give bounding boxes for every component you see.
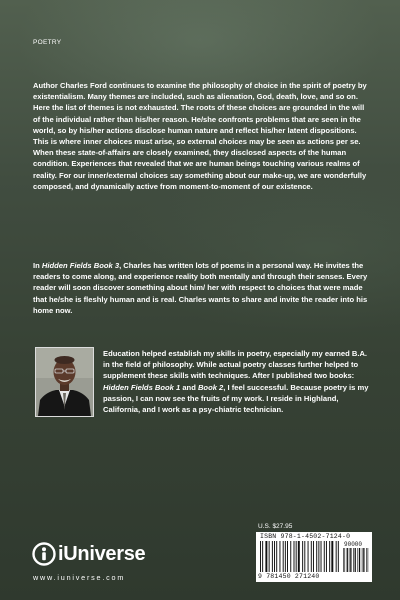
barcode-bar xyxy=(285,541,286,572)
barcode-number: 9 781450 271240 xyxy=(258,573,320,580)
barcode-bar xyxy=(265,541,267,572)
bio-text-2: , I feel successful. Because poetry is my passion, I can now see the fruits of my work. I reside in Highland, California, and I work as a psy-chiatric technician. xyxy=(103,382,369,415)
barcode-bar xyxy=(344,548,345,572)
barcode-bar xyxy=(290,541,291,572)
barcode-bar xyxy=(298,541,300,572)
barcode-bar xyxy=(283,541,284,572)
barcode-bar xyxy=(366,548,367,572)
barcode-bar xyxy=(260,541,261,572)
barcode-bar xyxy=(336,541,337,572)
bio-text-1: Education helped establish my skills in poetry, especially my earned B.A. in the field of philosophy. While actual poetry classes further helped to supplement these skills with techniques. After I published two books: xyxy=(103,349,368,381)
barcode-bar xyxy=(276,541,277,572)
price-label: U.S. $27.95 xyxy=(258,523,293,530)
bio-book-2: Book 2 xyxy=(197,382,224,392)
barcode-bar xyxy=(326,541,327,572)
author-photo xyxy=(35,347,94,417)
barcode-bar xyxy=(272,541,273,572)
paragraph-rest: , Charles has written lots of poems in a personal way. He invites the readers to come along, and experience reality both mentally and through their senses. Every reader will soon discover something about him/ her with respect to choices that were made that he/she is fleshly human and is real. Charles wants to share and invite the reader into his home now. xyxy=(33,261,368,315)
barcode-bar xyxy=(324,541,325,572)
barcode-bar xyxy=(331,541,333,572)
iuniverse-logo-icon xyxy=(32,542,56,566)
barcode-bar xyxy=(355,548,356,572)
barcode-bar xyxy=(343,548,344,572)
barcode-bar xyxy=(302,541,303,572)
barcode-bar xyxy=(313,541,314,572)
barcode-bar xyxy=(321,541,322,572)
bio-book-1: Hidden Fields Book 1 xyxy=(103,382,181,392)
description-paragraph-2 xyxy=(33,260,371,316)
description-paragraph-1: Author Charles Ford continues to examine the philosophy of choice in the spirit of poetry by existentialism. Many themes are included, such as alienation, God, death, love, and so on. Here the list of themes is not exhausted. The roots of these choices are grounded in the will of the individual rather than his/her reason. He/she confronts problems that are seen in the world, so by his/her actions disclose human nature and reflect his/her latent dispositions. This is where inner choices must arise, so external choices may be seen as actions per se. When these state-of-affairs are closely examined, they disclosed aspects of the human condition. Experiences that revealed that we are human beings touching various realms of reality. For our inner/external choices say something about our make-up, we are wonderfully composed, and dynamically active from moment-to-moment of our existence. xyxy=(33,81,367,191)
barcode-bar xyxy=(308,541,309,572)
barcode-bar xyxy=(357,548,358,572)
barcode-bar xyxy=(350,548,351,572)
barcode-bars-main xyxy=(260,541,340,573)
barcode-bar xyxy=(316,541,317,572)
barcode-bar xyxy=(269,541,270,572)
barcode-bar xyxy=(296,541,297,572)
publisher-logo xyxy=(32,542,162,568)
isbn-label: ISBN 978-1-4502-7124-0 xyxy=(260,533,351,540)
publisher-website: www.iuniverse.com xyxy=(33,573,126,582)
barcode-bar xyxy=(294,541,295,572)
barcode-bar xyxy=(359,548,360,572)
barcode-bar xyxy=(353,548,354,572)
barcode-bar xyxy=(338,541,339,572)
bio-and: and xyxy=(180,382,198,392)
barcode-bar xyxy=(262,541,263,572)
barcode-bar xyxy=(318,541,319,572)
author-bio xyxy=(103,348,369,415)
barcode-bar xyxy=(329,541,330,572)
barcode-bar xyxy=(279,541,280,572)
barcode-bar xyxy=(362,548,363,572)
book-title: Hidden Fields Book 3 xyxy=(41,261,120,270)
barcode-bar xyxy=(349,548,350,572)
paragraph-prefix: In xyxy=(33,261,42,270)
barcode-bar xyxy=(363,548,364,572)
barcode-price-code: 90000 xyxy=(344,541,363,548)
isbn-barcode xyxy=(256,532,372,582)
barcode-bar xyxy=(368,548,369,572)
barcode-bar xyxy=(304,541,305,572)
logo-wordmark: iUniverse xyxy=(58,543,146,565)
barcode-bar xyxy=(347,548,348,572)
barcode-bars-addon xyxy=(343,548,369,580)
barcode-bar xyxy=(274,541,275,572)
barcode-bar xyxy=(287,541,288,572)
barcode-bar xyxy=(311,541,312,572)
category-label: POETRY xyxy=(33,39,62,46)
